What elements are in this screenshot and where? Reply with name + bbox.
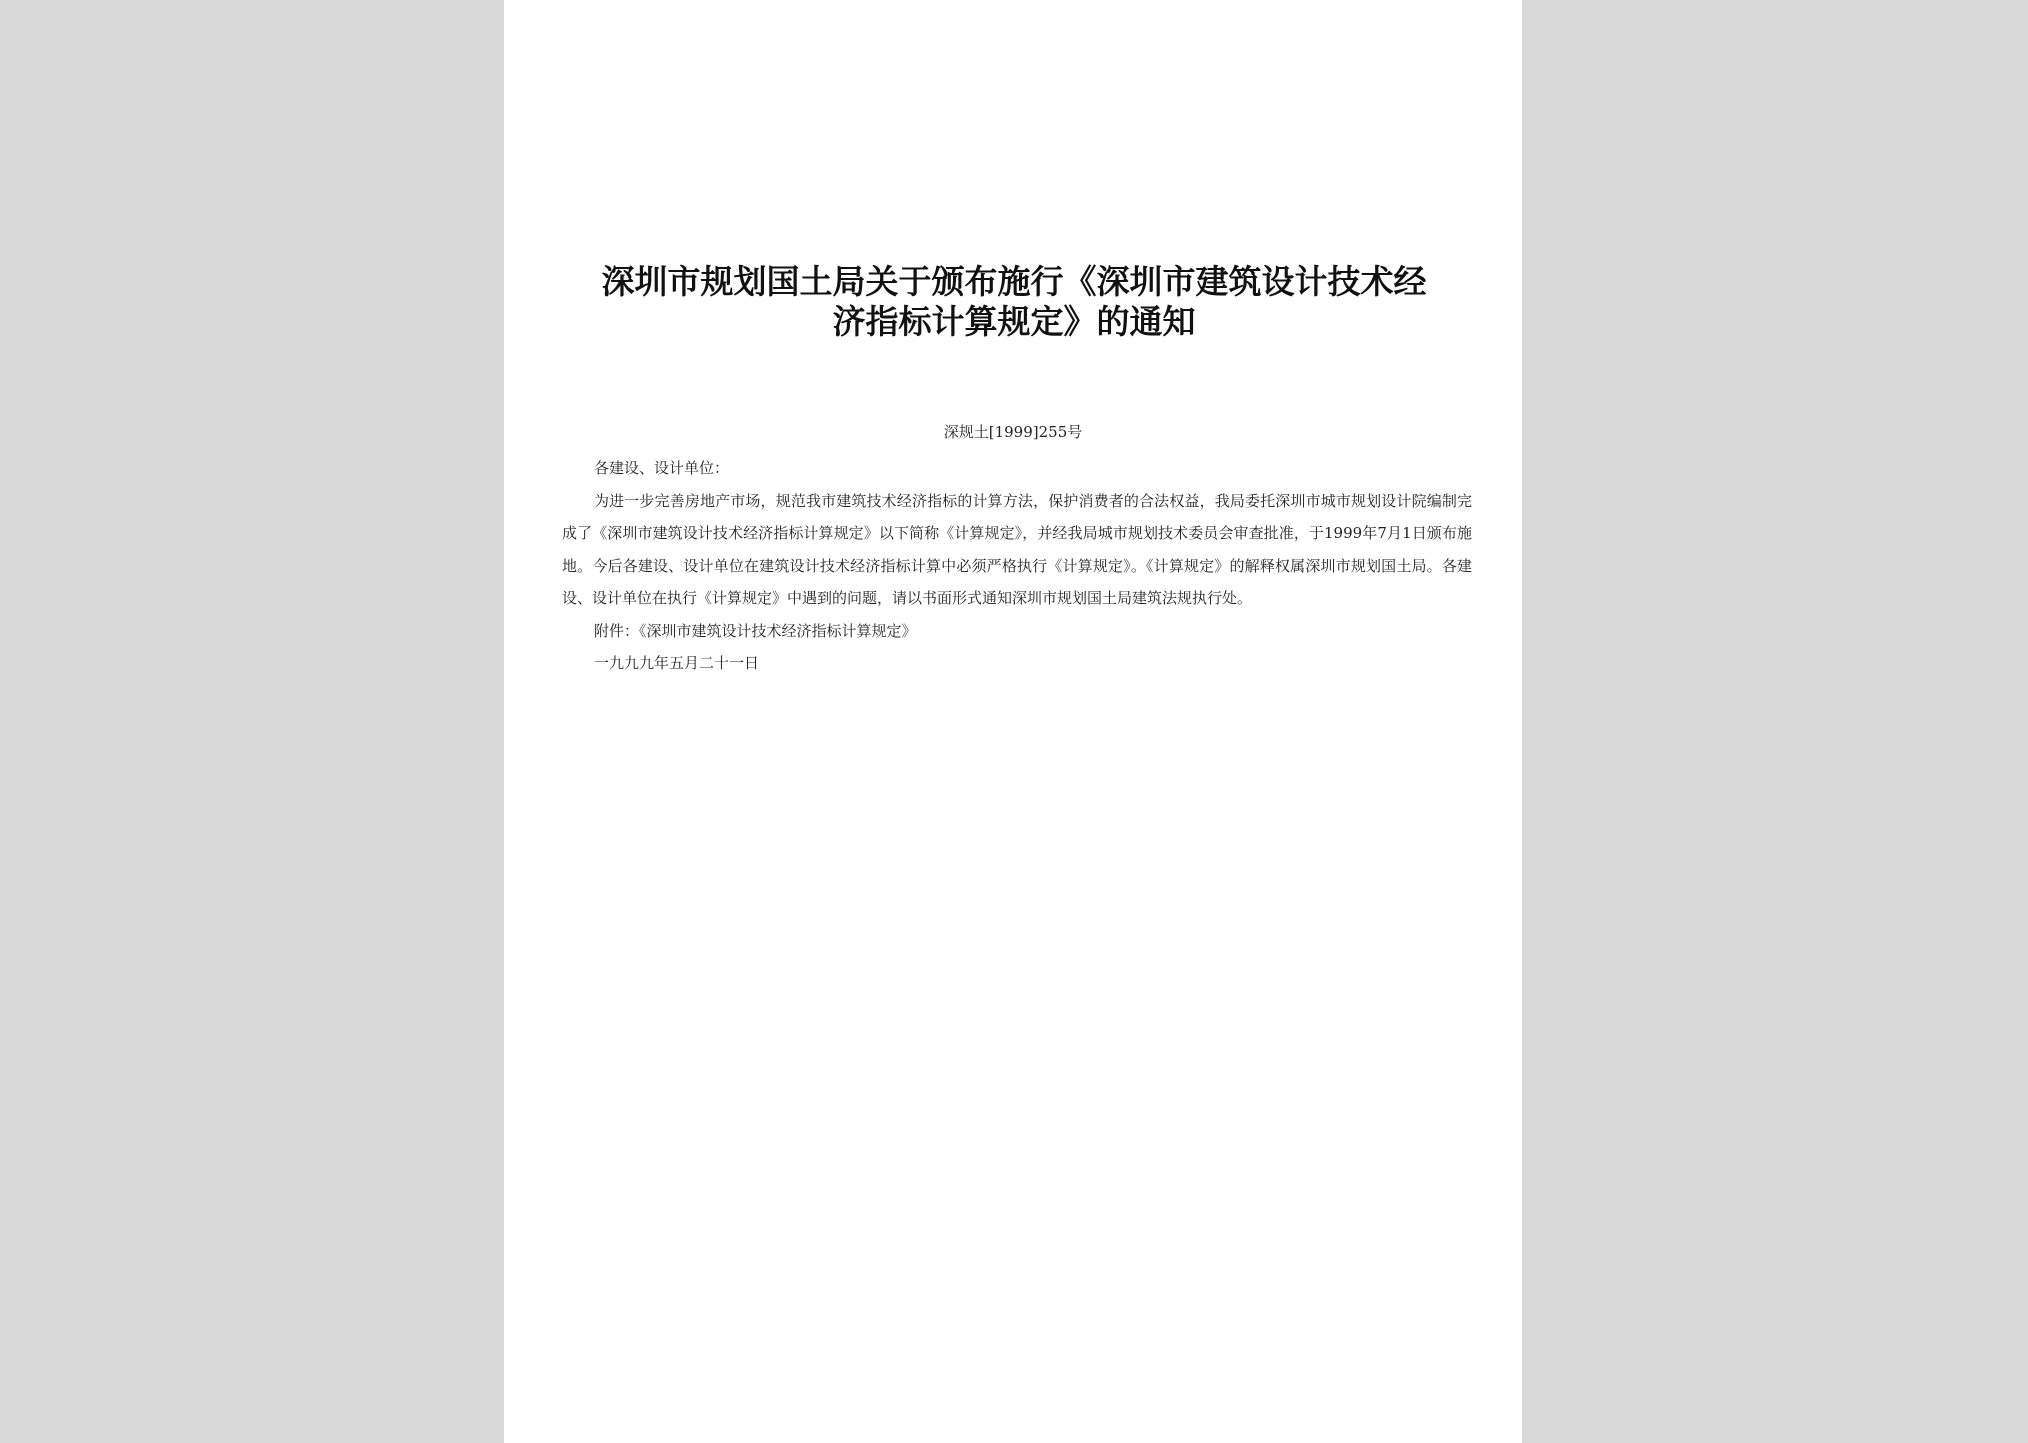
document-number: 深规土[1999]255号: [943, 423, 1083, 441]
document-date: 一九九九年五月二十一日: [594, 654, 760, 672]
document-title: 深圳市规划国土局关于颁布施行《深圳市建筑设计技术经济指标计算规定》的通知: [601, 262, 1427, 341]
document-body: [562, 452, 1472, 680]
document-page: [504, 0, 1522, 1443]
body-paragraph: 为进一步完善房地产市场，规范我市建筑技术经济指标的计算方法，保护消费者的合法权益，我局委托深圳市城市规划设计院编制完成了《深圳市建筑设计技术经济指标计算规定》以下简称《计算规定》，并经我局城市规划技术委员会审查批准，于1999年7月1日颁布施地。今后各建设、设计单位在建筑设计技术经济指标计算中必须严格执行《计算规定》。《计算规定》的解释权属深圳市规划国土局。各建设、设计单位在执行《计算规定》中遇到的问题，请以书面形式通知深圳市规划国土局建筑法规执行处。: [562, 491, 1472, 607]
attachment-line: 附件：《深圳市建筑设计技术经济指标计算规定》: [594, 621, 917, 640]
salutation: 各建设、设计单位：: [594, 459, 730, 477]
